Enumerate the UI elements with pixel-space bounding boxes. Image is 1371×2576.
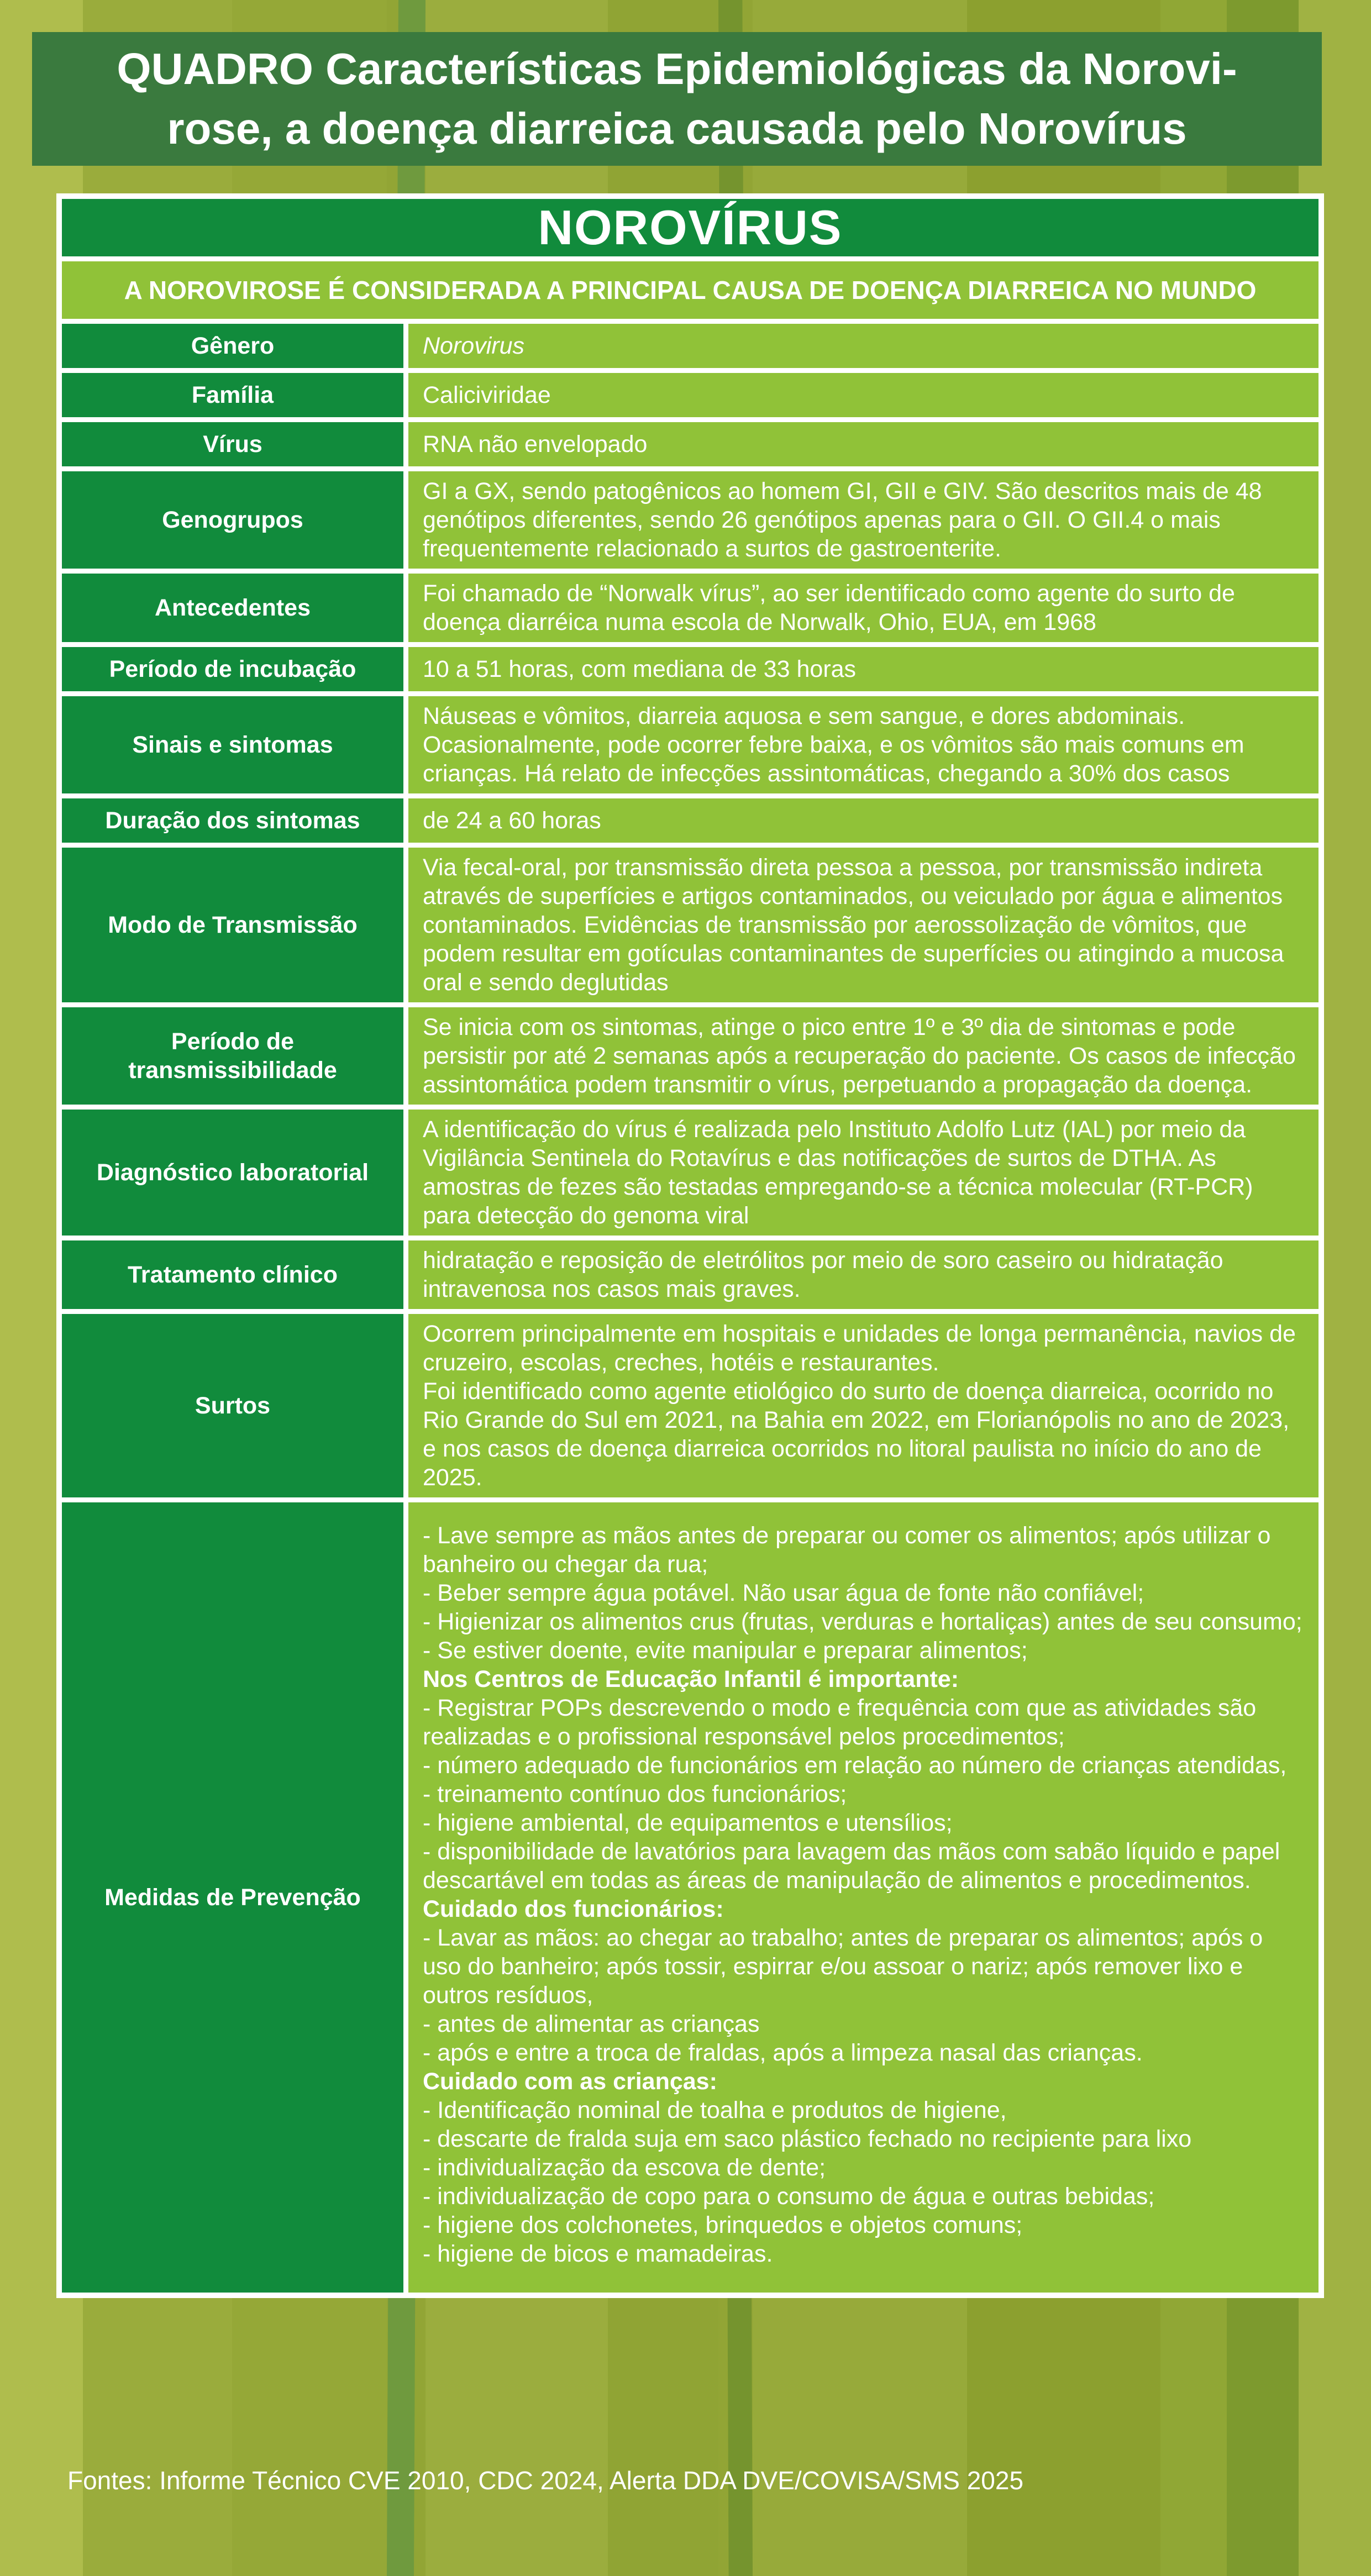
value-line: Náuseas e vômitos, diarreia aquosa e sem sangue, e dores abdominais. Ocasionalmente, pode ocorrer febre baixa, e os vômitos são mais comuns em crianças. Há relato de infecções assintomáticas, chegando a 30% dos casos [423,703,1244,787]
row-value [408,373,1319,417]
table-row-surtos [62,1314,1319,1497]
title-line-1: QUADRO Características Epidemiológicas da Norovi- [117,44,1237,93]
row-value [408,324,1319,368]
row-value [408,574,1319,642]
row-label: Gênero [62,324,403,368]
value-line: 10 a 51 horas, com mediana de 33 horas [423,656,857,682]
table-row-tratamento-clinico [62,1240,1319,1309]
row-value [408,798,1319,843]
table-row-genero [62,324,1319,368]
value-line: - Registrar POPs descrevendo o modo e frequência com que as atividades são realizadas e o profissional responsável pelos procedimentos; [423,1695,1257,1750]
norovirus-table [56,193,1324,2298]
row-value [408,1240,1319,1309]
table-row-duracao-sintomas [62,798,1319,843]
value-line: Via fecal-oral, por transmissão direta pessoa a pessoa, por transmissão indireta através de superfícies e artigos contaminados, ou veiculado por água e alimentos contaminados. Evidências de transmissão por aerossolização de vômitos, que podem resultar em gotículas contaminantes de superfícies ou atingindo a mucosa oral e sendo deglutidas [423,854,1284,996]
row-value [408,471,1319,569]
title-banner [32,32,1322,166]
value-line: Cuidado dos funcionários: [423,1896,724,1922]
row-label: Duração dos sintomas [62,798,403,843]
value-line: Se inicia com os sintomas, atinge o pico entre 1º e 3º dia de sintomas e pode persistir por até 2 semanas após a recuperação do paciente. Os casos de infecção assintomática podem transmitir o vírus, perpetuando a propagação da doença. [423,1014,1296,1098]
value-line: Foi identificado como agente etiológico do surto de doença diarreica, ocorrido no Rio Grande do Sul em 2021, na Bahia em 2022, em Florianópolis no ano de 2023, e nos casos de doença diarreica ocorridos no litoral paulista no início do ano de 2025. [423,1378,1290,1491]
value-line: - número adequado de funcionários em relação ao número de crianças atendidas, [423,1752,1287,1779]
table-row-periodo-transmissibilidade [62,1007,1319,1105]
value-line: RNA não envelopado [423,431,648,458]
value-line: - Identificação nominal de toalha e produtos de higiene, [423,2097,1007,2123]
value-line: Ocorrem principalmente em hospitais e unidades de longa permanência, navios de cruzeiro, escolas, creches, hotéis e restaurantes. [423,1321,1296,1376]
value-line: - após e entre a troca de fraldas, após a limpeza nasal das crianças. [423,2039,1143,2066]
row-label: Medidas de Prevenção [62,1502,403,2293]
value-line: - Beber sempre água potável. Não usar água de fonte não confiável; [423,1580,1144,1606]
value-line: Caliciviridae [423,382,551,408]
table-row-antecedentes [62,574,1319,642]
row-value [408,1007,1319,1105]
value-line: hidratação e reposição de eletrólitos por meio de soro caseiro ou hidratação intravenosa nos casos mais graves. [423,1247,1223,1302]
row-label: Modo de Transmissão [62,848,403,1002]
value-line: - individualização da escova de dente; [423,2154,826,2181]
row-label: Vírus [62,422,403,466]
value-line: - higiene de bicos e mamadeiras. [423,2241,773,2267]
row-value [408,696,1319,793]
row-value [408,1502,1319,2293]
value-line: - treinamento contínuo dos funcionários; [423,1781,847,1807]
value-line: Nos Centros de Educação Infantil é importante: [423,1666,959,1692]
value-line: - Lave sempre as mãos antes de preparar ou comer os alimentos; após utilizar o banheiro ou chegar da rua; [423,1522,1271,1578]
row-label: Antecedentes [62,574,403,642]
value-line: - descarte de fralda suja em saco plástico fechado no recipiente para lixo [423,2126,1192,2152]
table-row-genogrupos [62,471,1319,569]
value-line: - higiene ambiental, de equipamentos e utensílios; [423,1810,953,1836]
row-label: Diagnóstico laboratorial [62,1110,403,1236]
table-row-modo-transmissao [62,848,1319,1002]
row-value [408,422,1319,466]
table-row-medidas-prevencao [62,1502,1319,2293]
table-row-periodo-incubacao [62,647,1319,691]
row-label: Genogrupos [62,471,403,569]
value-line: - Se estiver doente, evite manipular e preparar alimentos; [423,1637,1028,1664]
value-line: - individualização de copo para o consumo de água e outras bebidas; [423,2183,1155,2210]
row-label: Sinais e sintomas [62,696,403,793]
table-row-familia [62,373,1319,417]
row-label: Tratamento clínico [62,1240,403,1309]
row-label: Período de incubação [62,647,403,691]
table-subheader: A NOROVIROSE É CONSIDERADA A PRINCIPAL CAUSA DE DOENÇA DIARREICA NO MUNDO [62,261,1319,319]
table-row-sinais-sintomas [62,696,1319,793]
value-line: - antes de alimentar as crianças [423,2011,760,2037]
table-header: NOROVÍRUS [62,199,1319,256]
value-line: - disponibilidade de lavatórios para lavagem das mãos com sabão líquido e papel descartável em todas as áreas de manipulação de alimentos e procedimentos. [423,1838,1280,1894]
table-row-virus [62,422,1319,466]
row-label: Família [62,373,403,417]
row-value [408,1110,1319,1236]
value-line: - Lavar as mãos: ao chegar ao trabalho; antes de preparar os alimentos; após o uso do banheiro; após tossir, espirrar e/ou assoar o nariz; após remover lixo e outros resíduos, [423,1925,1263,2009]
footer-source: Fontes: Informe Técnico CVE 2010, CDC 2024, Alerta DDA DVE/COVISA/SMS 2025 [67,2466,1024,2495]
table-row-diagnostico-laboratorial [62,1110,1319,1236]
value-line: - Higienizar os alimentos crus (frutas, verduras e hortaliças) antes de seu consumo; [423,1608,1302,1635]
value-line: Foi chamado de “Norwalk vírus”, ao ser identificado como agente do surto de doença diarréica numa escola de Norwalk, Ohio, EUA, em 1968 [423,580,1235,635]
row-value [408,1314,1319,1497]
value-line: de 24 a 60 horas [423,807,601,834]
title-line-2: rose, a doença diarreica causada pelo Norovírus [167,104,1187,153]
value-line: Cuidado com as crianças: [423,2068,717,2095]
value-line: - higiene dos colchonetes, brinquedos e objetos comuns; [423,2212,1023,2238]
row-value [408,647,1319,691]
value-line: GI a GX, sendo patogênicos ao homem GI, GII e GIV. São descritos mais de 48 genótipos diferentes, sendo 26 genótipos apenas para o GII. O GII.4 o mais frequentemente relacionado a surtos de gastroenterite. [423,478,1262,562]
row-value [408,848,1319,1002]
row-label: Período de transmissibilidade [62,1007,403,1105]
row-label: Surtos [62,1314,403,1497]
value-line: A identificação do vírus é realizada pelo Instituto Adolfo Lutz (IAL) por meio da Vigilância Sentinela do Rotavírus e das notificações de surtos de DTHA. As amostras de fezes são testadas empregando-se a técnica molecular (RT-PCR) para detecção do genoma viral [423,1116,1253,1229]
value-line: Norovirus [423,333,524,359]
